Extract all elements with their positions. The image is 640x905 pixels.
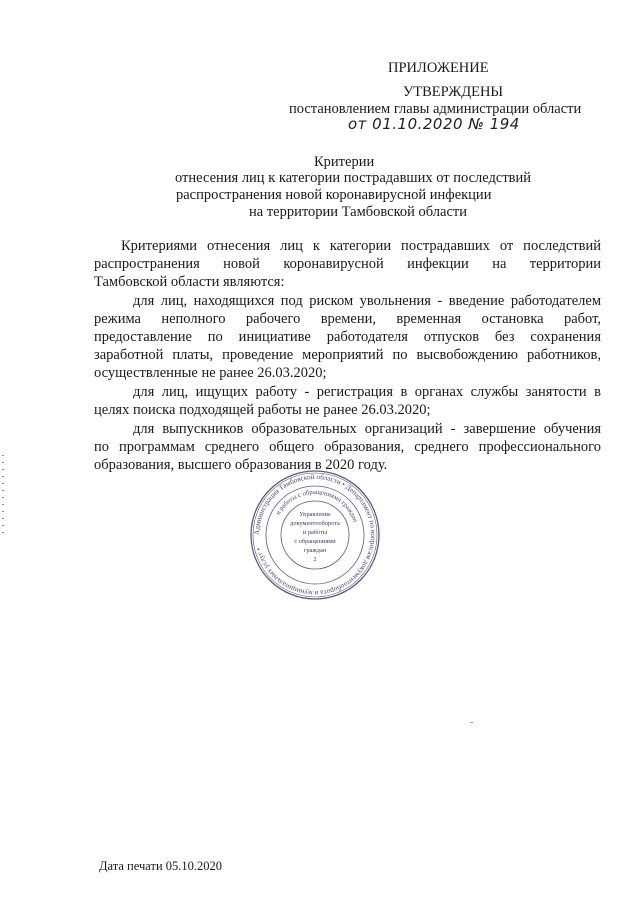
item1-line-3: предоставление по инициативе работодателя отпусков без сохранения <box>94 329 601 345</box>
stamp-inner-text: и работы с обращениями граждан <box>274 488 359 524</box>
stamp-center-line-1: Управление <box>299 511 331 518</box>
title-line-3: распространения новой коронавирусной инфекции <box>176 187 492 203</box>
margin-marks <box>2 455 5 540</box>
official-stamp <box>248 468 382 602</box>
stamp-center-line-5: граждан <box>303 547 327 554</box>
stamp-center-line-3: и работы <box>302 529 328 536</box>
scan-artifact <box>470 722 473 723</box>
item2-line-2: целях поиска подходящей работы не ранее 26.03.2020; <box>94 402 431 418</box>
decree-text: постановлением главы администрации области <box>289 101 582 117</box>
item2-line-1: для лиц, ищущих работу - регистрация в органах службы занятости в <box>133 384 601 400</box>
item1-line-4: заработной платы, проведение мероприятий по высвобождению работников, <box>94 347 601 363</box>
intro-line-1: Критериями отнесения лиц к категории пострадавших от последствий <box>121 238 601 254</box>
item1-line-1: для лиц, находящихся под риском увольнения - введение работодателем <box>133 293 601 309</box>
item3-line-2: по программам среднего общего образования, среднего профессионального <box>94 439 601 455</box>
stamp-center-line-6: 2 <box>313 556 317 563</box>
title-line-4: на территории Тамбовской области <box>249 204 467 220</box>
item3-line-1: для выпускников образовательных организаций - завершение обучения <box>133 421 601 437</box>
signature-date: от 01.10.2020 № 194 <box>348 115 520 133</box>
stamp-center-line-4: с обращениями <box>294 538 336 545</box>
approved-label: УТВЕРЖДЕНЫ <box>403 84 504 100</box>
title-criteria: Критерии <box>314 154 375 170</box>
stamp-center-line-2: документооборота <box>290 520 340 527</box>
item1-line-2: режима неполного рабочего времени, временная остановка работ, <box>94 311 601 327</box>
appendix-label: ПРИЛОЖЕНИЕ <box>388 60 489 76</box>
item3-line-3: образования, высшего образования в 2020 году. <box>94 457 388 473</box>
item1-line-5: осуществленные не ранее 26.03.2020; <box>94 365 327 381</box>
title-line-2: отнесения лиц к категории пострадавших от последствий <box>175 170 532 186</box>
print-date: Дата печати 05.10.2020 <box>99 859 223 873</box>
intro-line-3: Тамбовской области являются: <box>94 274 285 290</box>
intro-line-2: распространения новой коронавирусной инфекции на территории <box>94 256 601 272</box>
stamp-outer-text: Администрация Тамбовской области • Департамент по вопросам документооборота и муниципальных услуг • <box>252 472 378 598</box>
